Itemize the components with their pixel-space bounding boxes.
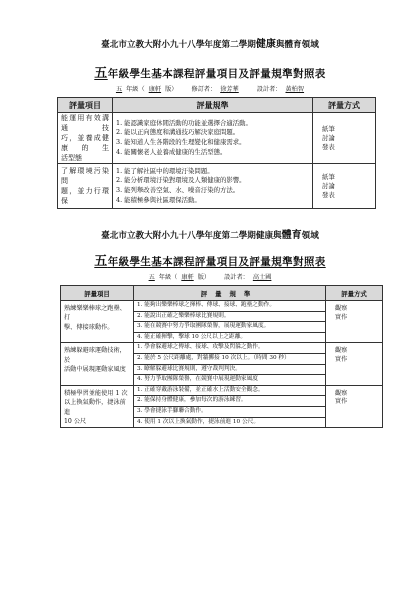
table-row: [58, 164, 376, 209]
header-method: 評量方式: [326, 286, 383, 301]
section2-school-title: 臺北市立教大附小九十八學年度第二學期健康與體育領域: [101, 230, 319, 241]
assessment-item: 積極學習並能使用 1 次 以上換氣動作，捷泳前進 10 公尺: [61, 385, 134, 427]
assessment-item: 熟練樂樂棒球之跑壘、打 擊、傳接球動作。: [61, 301, 134, 343]
table-row: [58, 113, 376, 164]
table-header-row: [58, 98, 376, 113]
table-row: [61, 343, 383, 385]
assessment-rules: 1. 能了解社區中的環境汙染問題。 2. 能分析環境汙染對環境及人類健康的影響。 3. 能列舉改善空氣、水、噪音汙染的方法。 4. 能積極參與社區環保活動。: [113, 164, 313, 209]
assessment-method: 紙筆 討論 發表: [313, 164, 376, 209]
assessment-item: 了解環境污染問 題，並力行環保: [58, 164, 113, 209]
assessment-method: 觀察 實作: [326, 343, 383, 385]
assessment-rules: 1. 能認識家庭休閒活動的功能並選擇合適活動。 2. 能以正向態度和溝通技巧解決家庭問題。 3. 能知道人生各階段的生理變化和健康需求。 4. 能關懷老人並養成健康的生活型態。: [113, 113, 313, 164]
assessment-rules: 1. 正確穿戴游泳裝備，並正確水上活動安全觀念。 2. 能保持身體健康，參加每次的游泳練習。 3. 學會捷泳手腳聯合動作。 4. 使用 1 次以上換氣動作，捷泳前進 10 公尺。: [134, 385, 326, 427]
assessment-rules: 1. 學會躲避球之傳球、接球、攻擊及閃躲之動作。 2. 能於 5 公尺距離處，對牆擲接 10 次以上。（時間 30 秒） 3. 瞭解躲避球比賽規則，遵守裁判判決。 4. 努力爭取團隊榮譽，在競賽中展現運動家風度: [134, 343, 326, 385]
section1-table: [57, 97, 376, 209]
section1-subtitle: 五年級學生基本課程評量項目及評量規準對照表: [94, 66, 326, 81]
assessment-method: 觀察 實作: [326, 385, 383, 427]
table-header-row: [61, 286, 383, 301]
assessment-item: 能運用有效溝通技 巧，並養成健康的生 活型態: [58, 113, 113, 164]
section1-school-title: 臺北市立教大附小九十八學年度第二學期健康與體育領域: [101, 39, 319, 50]
header-item: 評量項目: [58, 98, 113, 113]
table-row: [61, 385, 383, 427]
section2-table: [60, 285, 383, 428]
header-rules: 評量規準: [134, 286, 326, 301]
assessment-method: 紙筆 討論 發表: [313, 113, 376, 164]
section1-meta: 五 年級（ 康軒 版） 修訂者： 徐芳華 設計者： 黃柏智: [115, 86, 305, 93]
header-item: 評量項目: [61, 286, 134, 301]
section2-subtitle: 五年級學生基本課程評量項目及評量規準對照表: [94, 254, 326, 269]
header-rules: 評量規準: [113, 98, 313, 113]
section2-meta: 五 年級（ 康軒 版） 設計者： 高士國: [148, 274, 272, 281]
assessment-method: 觀察 實作: [326, 301, 383, 343]
table-row: [61, 301, 383, 343]
assessment-rules: 1. 能夠出樂樂棒球之揮棒、傳球、接球、跑壘之動作。 2. 能說出正確之樂樂棒球比賽規則。 3. 能在競賽中努力爭取團隊榮譽，展現運動家風度。 4. 能正確揮擊，擊球 10 公尺以上之距離。: [134, 301, 326, 343]
header-method: 評量方式: [313, 98, 376, 113]
assessment-item: 熟練躲避球運動技術，於 活動中展現運動家風度: [61, 343, 134, 385]
